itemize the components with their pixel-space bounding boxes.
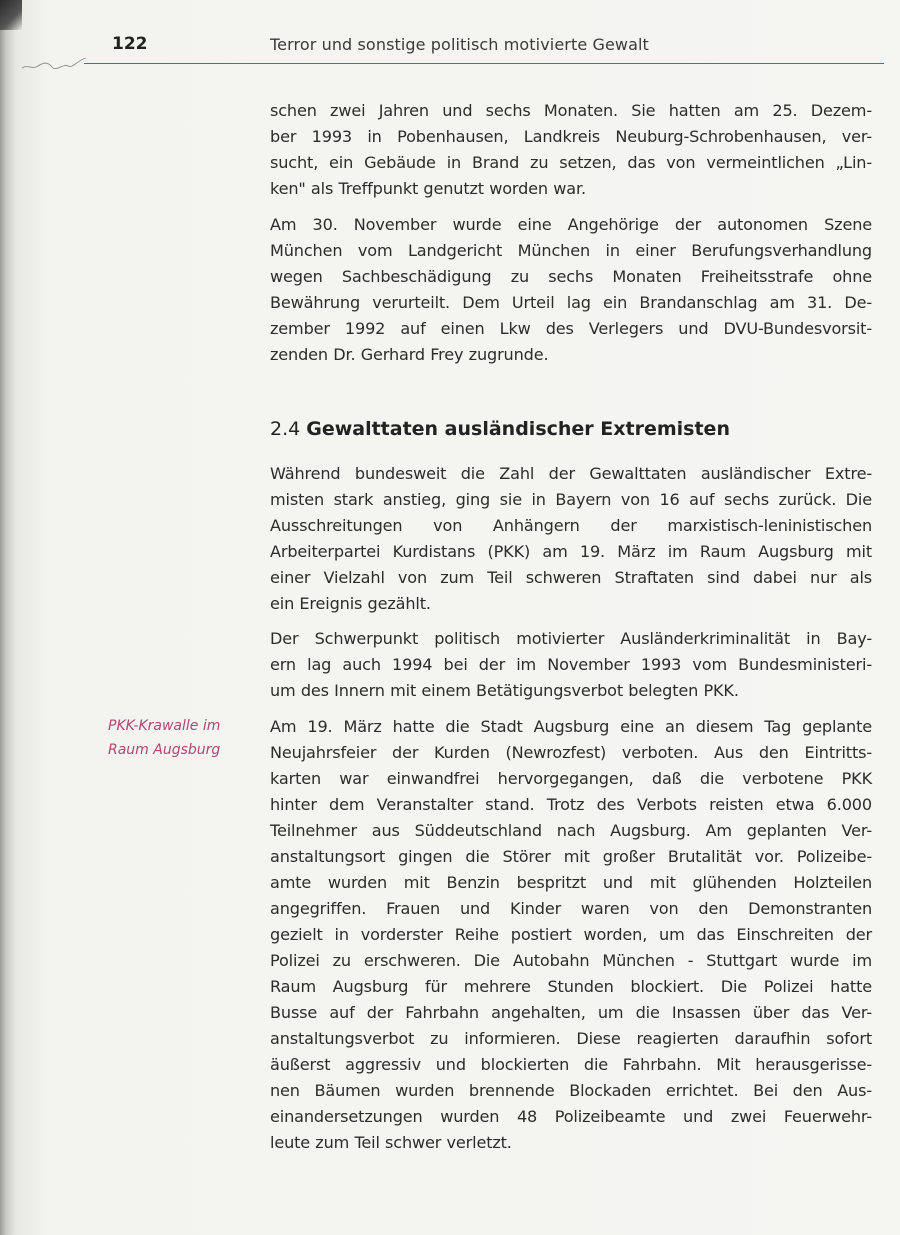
marginal-note-line: PKK-Krawalle im — [108, 718, 221, 734]
text-line: Während bundesweit die Zahl der Gewalttaten ausländischer Extre- — [270, 464, 872, 483]
text-line: Bewährung verurteilt. Dem Urteil lag ein Brandanschlag am 31. De- — [270, 293, 872, 312]
text-line: einer Vielzahl von zum Teil schweren Straftaten sind dabei nur als — [270, 568, 872, 587]
pencil-scribble-mark — [20, 54, 90, 74]
text-line: äußerst aggressiv und blockierten die Fahrbahn. Mit herausgerisse- — [270, 1055, 872, 1074]
section-title: Gewalttaten ausländischer Extremisten — [306, 418, 730, 440]
paragraph-2 — [270, 212, 872, 368]
paragraph-1 — [270, 98, 872, 202]
text-line: Am 30. November wurde eine Angehörige der autonomen Szene — [270, 215, 872, 234]
page-number: 122 — [112, 34, 148, 54]
text-line: zember 1992 auf einen Lkw des Verlegers und DVU-Bundesvorsit- — [270, 319, 872, 338]
section-number: 2.4 — [270, 418, 301, 440]
page-spine-shadow — [0, 0, 14, 1235]
text-line: schen zwei Jahren und sechs Monaten. Sie hatten am 25. Dezem- — [270, 101, 872, 120]
text-line: Polizei zu erschweren. Die Autobahn München - Stuttgart wurde im — [270, 951, 872, 970]
text-line: amte wurden mit Benzin bespritzt und mit glühenden Holzteilen — [270, 873, 872, 892]
page-header — [0, 0, 900, 70]
text-line: Raum Augsburg für mehrere Stunden blockiert. Die Polizei hatte — [270, 977, 872, 996]
text-line: ein Ereignis gezählt. — [270, 594, 431, 613]
text-line: zenden Dr. Gerhard Frey zugrunde. — [270, 345, 549, 364]
header-rule — [84, 63, 884, 64]
text-line: anstaltungsverbot zu informieren. Diese reagierten daraufhin sofort — [270, 1029, 872, 1048]
text-line: Busse auf der Fahrbahn angehalten, um die Insassen über das Ver- — [270, 1003, 872, 1022]
text-line: gezielt in vorderster Reihe postiert worden, um das Einschreiten der — [270, 925, 872, 944]
text-line: hinter dem Veranstalter stand. Trotz des Verbots reisten etwa 6.000 — [270, 795, 872, 814]
text-line: Ausschreitungen von Anhängern der marxistisch-leninistischen — [270, 516, 872, 535]
text-line: Neujahrsfeier der Kurden (Newrozfest) verboten. Aus den Eintritts- — [270, 743, 872, 762]
text-line: sucht, ein Gebäude in Brand zu setzen, das von vermeintlichen „Lin- — [270, 153, 872, 172]
text-line: München vom Landgericht München in einer Berufungsverhandlung — [270, 241, 872, 260]
text-line: misten stark anstieg, ging sie in Bayern von 16 auf sechs zurück. Die — [270, 490, 872, 509]
text-line: anstaltungsort gingen die Störer mit großer Brutalität vor. Polizeibe- — [270, 847, 872, 866]
text-line: Am 19. März hatte die Stadt Augsburg eine an diesem Tag geplante — [270, 717, 872, 736]
text-line: einandersetzungen wurden 48 Polizeibeamte und zwei Feuerwehr- — [270, 1107, 872, 1126]
text-line: nen Bäumen wurden brennende Blockaden errichtet. Bei den Aus- — [270, 1081, 872, 1100]
text-line: angegriffen. Frauen und Kinder waren von den Demonstranten — [270, 899, 872, 918]
text-line: Der Schwerpunkt politisch motivierter Ausländerkriminalität in Bay- — [270, 629, 872, 648]
text-line: wegen Sachbeschädigung zu sechs Monaten Freiheitsstrafe ohne — [270, 267, 872, 286]
text-line: Arbeiterpartei Kurdistans (PKK) am 19. März im Raum Augsburg mit — [270, 542, 872, 561]
text-line: karten war einwandfrei hervorgegangen, daß die verbotene PKK — [270, 769, 872, 788]
section-heading — [270, 418, 730, 440]
text-line: leute zum Teil schwer verletzt. — [270, 1133, 512, 1152]
paragraph-4 — [270, 626, 872, 704]
running-title: Terror und sonstige politisch motivierte Gewalt — [270, 35, 649, 54]
text-line: ber 1993 in Pobenhausen, Landkreis Neuburg-Schrobenhausen, ver- — [270, 127, 872, 146]
text-line: um des Innern mit einem Betätigungsverbot belegten PKK. — [270, 681, 739, 700]
paragraph-3 — [270, 461, 872, 617]
marginal-note — [108, 714, 258, 762]
marginal-note-line: Raum Augsburg — [108, 742, 221, 758]
text-line: Teilnehmer aus Süddeutschland nach Augsburg. Am geplanten Ver- — [270, 821, 872, 840]
paragraph-5 — [270, 714, 872, 1156]
text-line: ken" als Treffpunkt genutzt worden war. — [270, 179, 586, 198]
text-line: ern lag auch 1994 bei der im November 1993 vom Bundesministeri- — [270, 655, 872, 674]
